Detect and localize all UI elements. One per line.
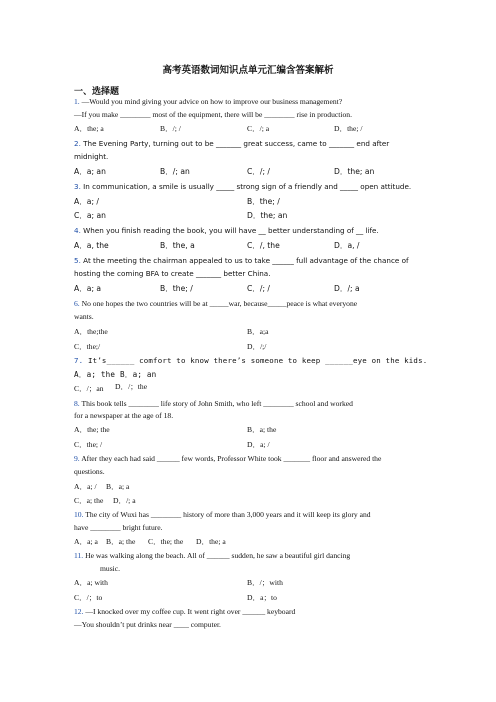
question-6-stem-line1: 6. No one hopes the two countries will be at _____war, because_____peace is what everyone xyxy=(74,299,358,308)
question-7-option-a[interactable]: A．a; the xyxy=(74,370,116,379)
question-12-stem-line1: 12. —I knocked over my coffee cup. It went right over ______ keyboard xyxy=(74,607,296,616)
question-1-option-b[interactable]: B．/; / xyxy=(160,124,181,133)
question-5-stem-line2: hosting the coming BFA to create _______ better China. xyxy=(74,269,271,278)
question-11-stem-line2: music. xyxy=(100,564,121,573)
question-2-stem-line2: midnight. xyxy=(74,152,109,161)
question-2-option-c[interactable]: C．/; / xyxy=(247,167,270,176)
question-8-stem-line1: 8. This book tells ________ life story of John Smith, who left ________ school and worked xyxy=(74,399,353,408)
question-10-option-c[interactable]: C．the; the xyxy=(148,537,184,546)
question-8-option-b[interactable]: B．a; the xyxy=(247,425,277,434)
question-11-stem-line1: 11. He was walking along the beach. All of ______ sudden, he saw a beautiful girl dancing xyxy=(74,551,351,560)
question-2-option-a[interactable]: A．a; an xyxy=(74,167,106,176)
question-7-option-b[interactable]: B．a; an xyxy=(120,370,157,379)
question-number: 6. xyxy=(74,299,80,308)
question-3-option-b[interactable]: B．the; / xyxy=(247,197,280,206)
question-1-option-c[interactable]: C．/; a xyxy=(247,124,270,133)
question-5-option-c[interactable]: C．/; / xyxy=(247,284,270,293)
question-5-option-d[interactable]: D．/; a xyxy=(334,284,360,293)
question-10-stem-line2: have ________ bright future. xyxy=(74,523,163,532)
question-9-option-a[interactable]: A．a; / xyxy=(74,482,97,491)
question-1-option-d[interactable]: D．the; / xyxy=(334,124,363,133)
question-4-option-a[interactable]: A．a, the xyxy=(74,241,109,250)
question-10-option-a[interactable]: A．a; a xyxy=(74,537,98,546)
question-3-option-c[interactable]: C．a; an xyxy=(74,211,106,220)
question-number: 3. xyxy=(74,182,81,191)
question-10-option-b[interactable]: B．a; the xyxy=(106,537,136,546)
question-9-stem-line1: 9. After they each had said ______ few words, Professor White took _______ floor and answered the xyxy=(74,454,382,463)
document-title: 高考英语数词知识点单元汇编含答案解析 xyxy=(162,65,334,76)
question-11-option-c[interactable]: C．/；to xyxy=(74,593,103,602)
question-4-option-c[interactable]: C．/, the xyxy=(247,241,280,250)
question-1-stem-line2: —If you make ________ most of the equipment, there will be ________ rise in production. xyxy=(74,110,352,119)
question-2-stem-line1: 2. The Evening Party, turning out to be _______ great success, came to _______ end after xyxy=(74,139,390,148)
question-6-option-b[interactable]: B．a;a xyxy=(247,327,269,336)
question-11-option-b[interactable]: B．/；with xyxy=(247,578,283,587)
question-4-stem: 4. When you finish reading the book, you will have __ better understanding of __ life. xyxy=(74,226,379,235)
question-1-stem-line1: 1. —Would you mind giving your advice on how to improve our business management? xyxy=(74,97,343,106)
question-5-option-b[interactable]: B．the; / xyxy=(160,284,193,293)
question-7-stem: 7. It’s______ comfort to know there’s someone to keep ______eye on the kids. xyxy=(74,356,428,365)
question-12-stem-line2: —You shouldn’t put drinks near ____ computer. xyxy=(74,620,221,629)
question-7-option-c[interactable]: C．/；an xyxy=(74,384,104,393)
question-6-option-a[interactable]: A．the;the xyxy=(74,327,108,336)
question-number: 11. xyxy=(74,551,84,560)
question-number: 12. xyxy=(74,607,84,616)
question-6-option-c[interactable]: C．the;/ xyxy=(74,342,101,351)
question-number: 5. xyxy=(74,256,81,265)
question-number: 4. xyxy=(74,226,81,235)
question-3-option-a[interactable]: A．a; / xyxy=(74,197,99,206)
question-1-option-a[interactable]: A．the; a xyxy=(74,124,104,133)
question-10-stem-line1: 10. The city of Wuxi has ________ history of more than 3,000 years and it will keep its glory and xyxy=(74,510,371,519)
question-4-option-b[interactable]: B．the, a xyxy=(160,241,195,250)
question-11-option-a[interactable]: A．a; with xyxy=(74,578,108,587)
question-7-option-d[interactable]: D．/；the xyxy=(115,382,148,391)
question-number: 2. xyxy=(74,139,81,148)
question-8-option-c[interactable]: C．the; / xyxy=(74,440,103,449)
question-9-option-c[interactable]: C．a; the xyxy=(74,496,104,505)
question-10-option-d[interactable]: D．the; a xyxy=(196,537,226,546)
question-4-option-d[interactable]: D．a, / xyxy=(334,241,360,250)
question-2-option-b[interactable]: B．/; an xyxy=(160,167,190,176)
question-3-stem: 3. In communication, a smile is usually _____ strong sign of a friendly and _____ open attitude. xyxy=(74,182,412,191)
question-8-stem-line2: for a newspaper at the age of 18. xyxy=(74,411,174,420)
question-5-option-a[interactable]: A．a; a xyxy=(74,284,102,293)
question-9-option-b[interactable]: B．a; a xyxy=(106,482,130,491)
question-number: 9. xyxy=(74,454,80,463)
question-11-option-d[interactable]: D．a；to xyxy=(247,593,277,602)
question-6-option-d[interactable]: D．/;/ xyxy=(247,342,267,351)
question-9-stem-line2: questions. xyxy=(74,467,105,476)
question-2-option-d[interactable]: D．the; an xyxy=(334,167,375,176)
section-heading: 一、选择题 xyxy=(74,87,120,97)
question-number: 8. xyxy=(74,399,80,408)
question-9-option-d[interactable]: D．/; a xyxy=(113,496,136,505)
question-6-stem-line2: wants. xyxy=(74,312,94,321)
question-number: 10. xyxy=(74,510,84,519)
question-number: 1. xyxy=(74,97,80,106)
question-5-stem-line1: 5. At the meeting the chairman appealed to us to take ______ full advantage of the chance of xyxy=(74,256,409,265)
question-number: 7. xyxy=(74,356,84,365)
question-8-option-d[interactable]: D．a; / xyxy=(247,440,270,449)
question-8-option-a[interactable]: A．the; the xyxy=(74,425,110,434)
question-3-option-d[interactable]: D．the; an xyxy=(247,211,288,220)
